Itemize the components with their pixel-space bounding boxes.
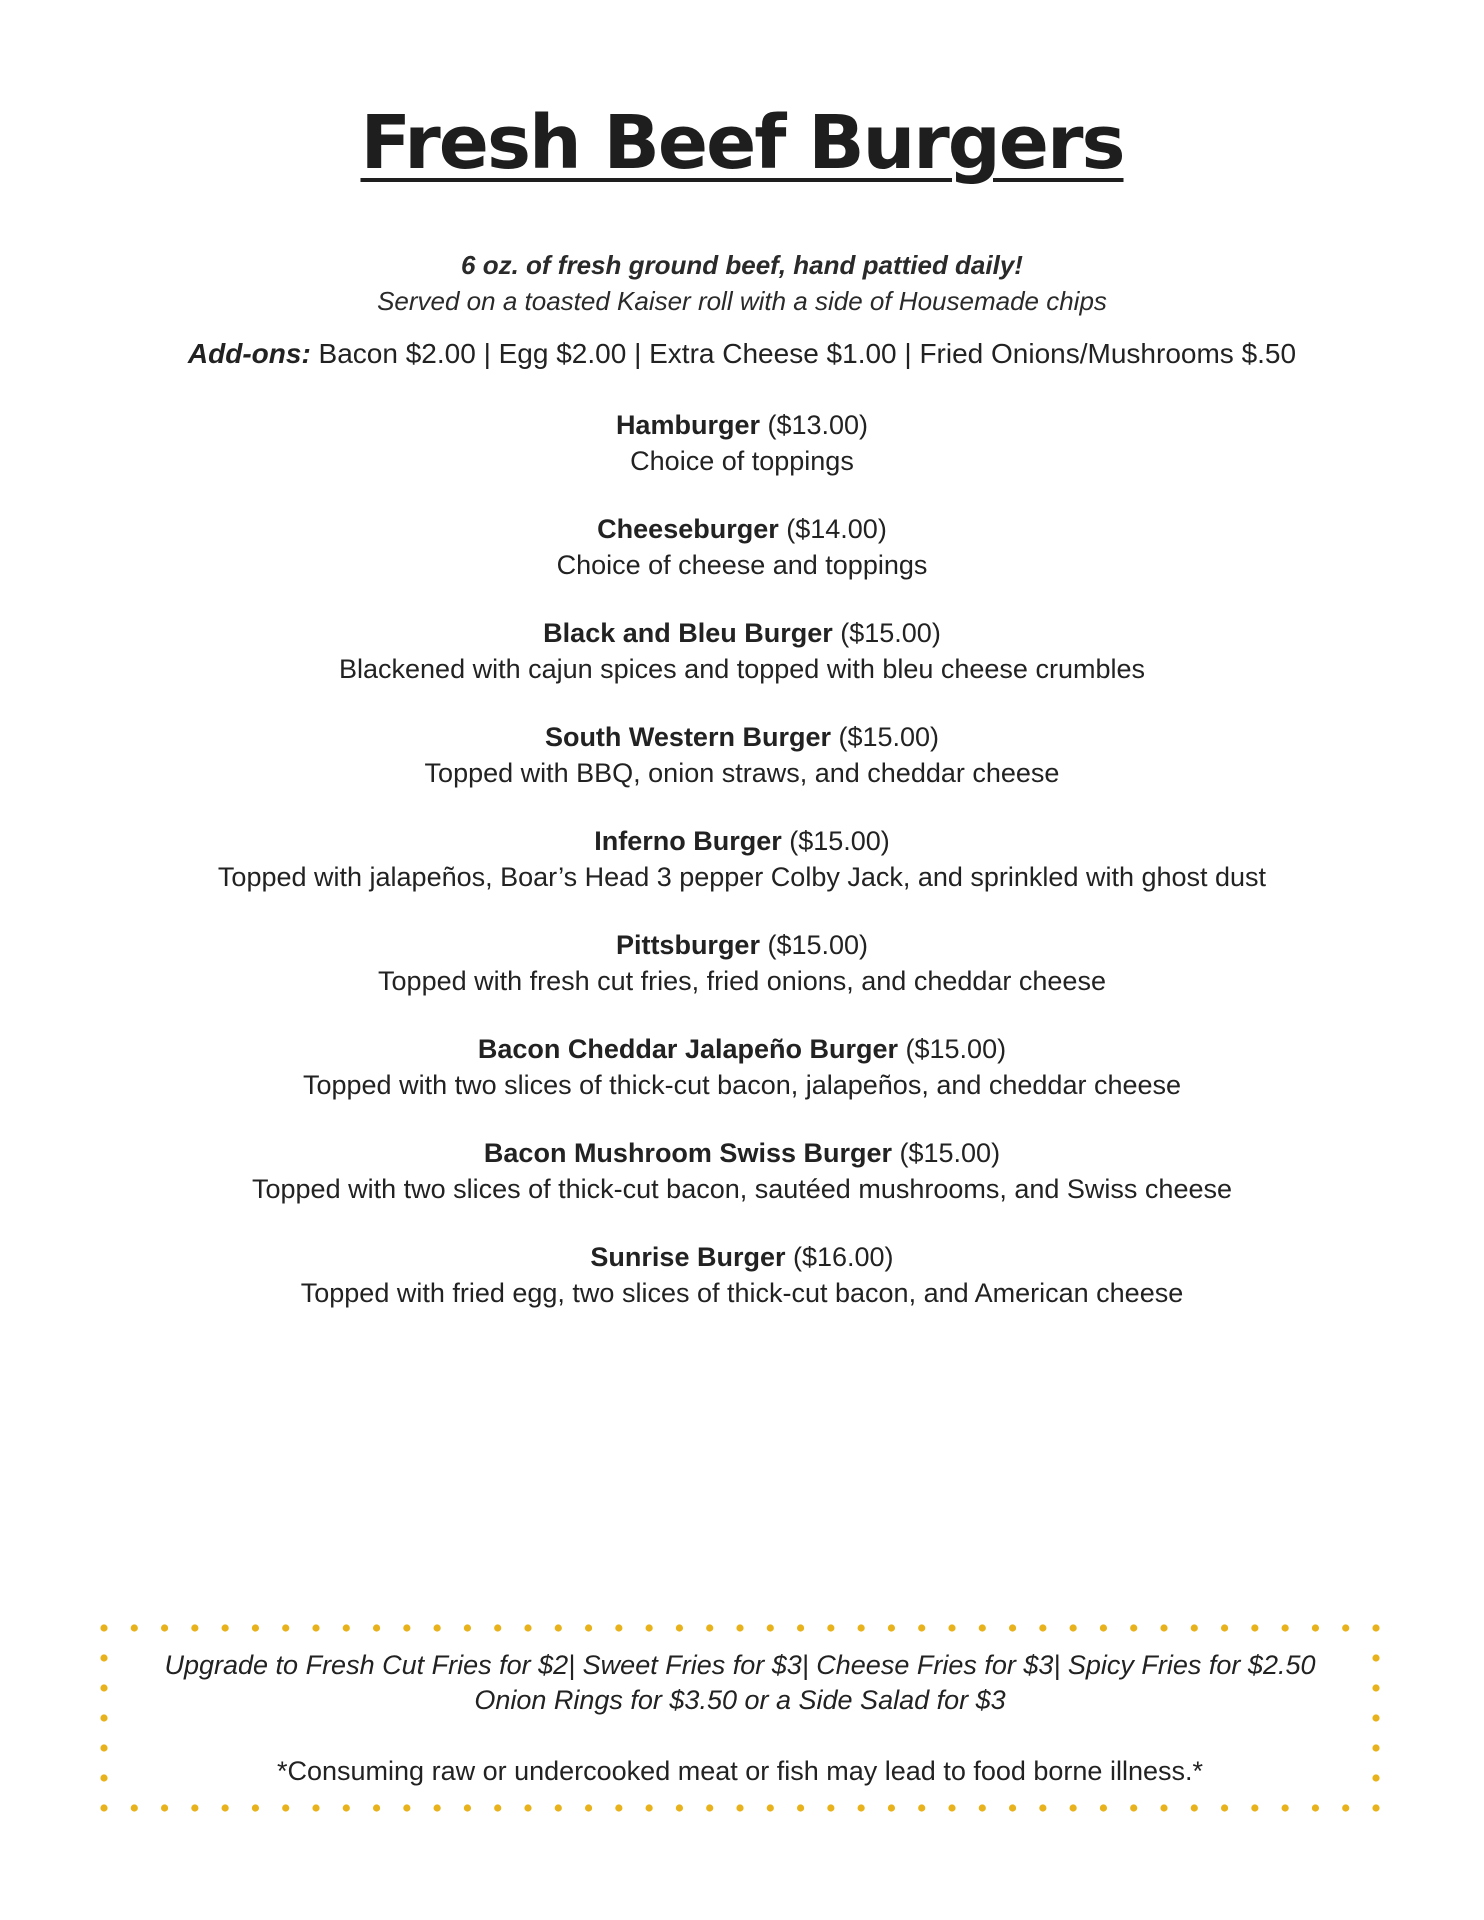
border-dot: [1130, 1804, 1137, 1811]
item-price: ($15.00): [759, 930, 869, 960]
menu-item: [190, 407, 1294, 479]
item-name: Cheeseburger: [597, 514, 779, 544]
border-dot: [888, 1804, 895, 1811]
border-dot: [343, 1624, 350, 1631]
border-dot: [1100, 1804, 1107, 1811]
border-dot: [948, 1624, 955, 1631]
menu-item: [190, 1031, 1294, 1103]
border-dot: [615, 1624, 622, 1631]
border-dot: [434, 1624, 441, 1631]
upgrade-line-1: Upgrade to Fresh Cut Fries for $2| Sweet Fries for $3| Cheese Fries for $3| Spicy Fries for $2.50: [164, 1650, 1316, 1680]
item-price: ($15.00): [781, 826, 890, 856]
border-dot: [1282, 1804, 1289, 1811]
border-dot: [434, 1804, 441, 1811]
border-dot: [646, 1624, 653, 1631]
page-title: [0, 100, 1484, 186]
menu-item: [190, 719, 1294, 791]
border-dot: [464, 1804, 471, 1811]
addons-line: [0, 335, 1484, 373]
border-dot: [918, 1624, 925, 1631]
border-dot: [646, 1804, 653, 1811]
item-name: Pittsburger: [615, 930, 760, 960]
item-description: Topped with two slices of thick-cut bacon, sautéed mushrooms, and Swiss cheese: [252, 1174, 1232, 1204]
border-dot: [767, 1624, 774, 1631]
border-dot: [282, 1804, 289, 1811]
border-dot: [403, 1804, 410, 1811]
border-dot: [191, 1624, 198, 1631]
border-dot: [1009, 1624, 1016, 1631]
border-dot: [1342, 1624, 1349, 1631]
border-dot: [676, 1624, 683, 1631]
border-dot: [494, 1624, 501, 1631]
item-name: Sunrise Burger: [590, 1242, 786, 1272]
border-dot: [373, 1804, 380, 1811]
border-dot: [736, 1804, 743, 1811]
border-dot: [131, 1624, 138, 1631]
item-description: Topped with two slices of thick-cut bacon, jalapeños, and cheddar cheese: [302, 1070, 1182, 1100]
item-name: Bacon Cheddar Jalapeño Burger: [477, 1034, 899, 1064]
footer-box: [98, 1622, 1382, 1814]
border-dot: [282, 1624, 289, 1631]
border-dot: [827, 1624, 834, 1631]
border-dot: [1070, 1624, 1077, 1631]
addons-text: Bacon $2.00 | Egg $2.00 | Extra Cheese $1.00 | Fried Onions/Mushrooms $.50: [310, 338, 1297, 369]
border-dot: [1191, 1624, 1198, 1631]
border-dot: [858, 1804, 865, 1811]
border-dot: [1100, 1624, 1107, 1631]
border-dot: [1342, 1804, 1349, 1811]
item-name: Black and Bleu Burger: [543, 618, 833, 648]
upgrade-line-2: Onion Rings for $3.50 or a Side Salad for $3: [474, 1685, 1006, 1715]
border-dot: [1221, 1624, 1228, 1631]
item-name: Bacon Mushroom Swiss Burger: [483, 1138, 892, 1168]
border-dot: [1372, 1804, 1379, 1811]
border-dot: [615, 1804, 622, 1811]
menu-item: [190, 511, 1294, 583]
border-dot: [1039, 1804, 1046, 1811]
border-dot: [979, 1624, 986, 1631]
border-dot: [1191, 1804, 1198, 1811]
border-dot: [676, 1804, 683, 1811]
border-dot: [1070, 1804, 1077, 1811]
border-dot: [312, 1624, 319, 1631]
border-dot: [222, 1804, 229, 1811]
item-price: ($15.00): [898, 1034, 1007, 1064]
border-dot: [100, 1624, 107, 1631]
border-dot: [736, 1624, 743, 1631]
item-price: ($13.00): [759, 410, 869, 440]
border-dot: [767, 1804, 774, 1811]
border-dot: [161, 1804, 168, 1811]
border-dot: [585, 1804, 592, 1811]
border-dot: [161, 1624, 168, 1631]
border-dot: [1251, 1624, 1258, 1631]
border-dot: [252, 1624, 259, 1631]
border-dot: [797, 1624, 804, 1631]
border-dot: [1312, 1804, 1319, 1811]
item-description: Topped with fried egg, two slices of thick-cut bacon, and American cheese: [300, 1278, 1184, 1308]
border-dot: [1221, 1804, 1228, 1811]
border-dot: [1282, 1624, 1289, 1631]
item-price: ($15.00): [892, 1138, 1001, 1168]
border-dot: [494, 1804, 501, 1811]
page-title-text: Fresh Beef Burgers: [360, 100, 1124, 186]
item-description: Choice of toppings: [630, 446, 854, 476]
border-dot: [797, 1804, 804, 1811]
border-dot: [464, 1624, 471, 1631]
border-dot: [403, 1624, 410, 1631]
border-dot: [827, 1804, 834, 1811]
intro-block: [0, 247, 1484, 319]
border-dot: [222, 1624, 229, 1631]
border-dot: [1160, 1624, 1167, 1631]
menu-item: [190, 927, 1294, 999]
border-dot: [706, 1804, 713, 1811]
burger-list: [190, 407, 1294, 1343]
item-description: Topped with BBQ, onion straws, and cheddar cheese: [424, 758, 1060, 788]
border-dot: [100, 1804, 107, 1811]
menu-item: [190, 615, 1294, 687]
border-dot: [1039, 1624, 1046, 1631]
item-price: ($15.00): [830, 722, 940, 752]
menu-item: [190, 1239, 1294, 1311]
item-name: Inferno Burger: [594, 826, 782, 856]
border-dot: [373, 1624, 380, 1631]
border-dot: [1130, 1624, 1137, 1631]
border-dot: [948, 1804, 955, 1811]
intro-served: Served on a toasted Kaiser roll with a side of Housemade chips: [377, 286, 1107, 316]
item-name: Hamburger: [615, 410, 760, 440]
border-dot: [706, 1624, 713, 1631]
border-dot: [888, 1624, 895, 1631]
border-dot: [1251, 1804, 1258, 1811]
border-dot: [585, 1624, 592, 1631]
border-dot: [191, 1804, 198, 1811]
border-dot: [524, 1804, 531, 1811]
menu-item: [190, 1135, 1294, 1207]
border-dot: [1009, 1804, 1016, 1811]
item-name: South Western Burger: [544, 722, 831, 752]
border-dot: [524, 1624, 531, 1631]
food-warning: *Consuming raw or undercooked meat or fish may lead to food borne illness.*: [277, 1756, 1203, 1786]
intro-tagline: 6 oz. of fresh ground beef, hand pattied daily!: [461, 250, 1023, 280]
item-description: Blackened with cajun spices and topped with bleu cheese crumbles: [339, 654, 1145, 684]
border-dot: [555, 1624, 562, 1631]
border-dot: [252, 1804, 259, 1811]
item-description: Choice of cheese and toppings: [556, 550, 928, 580]
border-dot: [1160, 1804, 1167, 1811]
item-price: ($16.00): [785, 1242, 894, 1272]
border-dot: [131, 1804, 138, 1811]
border-dot: [979, 1804, 986, 1811]
item-price: ($15.00): [832, 618, 941, 648]
border-dot: [343, 1804, 350, 1811]
border-dot: [312, 1804, 319, 1811]
border-dot: [1372, 1624, 1379, 1631]
border-dot: [918, 1804, 925, 1811]
item-description: Topped with jalapeños, Boar’s Head 3 pepper Colby Jack, and sprinkled with ghost dust: [217, 862, 1267, 892]
menu-item: [190, 823, 1294, 895]
border-dot: [555, 1804, 562, 1811]
item-description: Topped with fresh cut fries, fried onions, and cheddar cheese: [378, 966, 1106, 996]
border-dot: [1312, 1624, 1319, 1631]
item-price: ($14.00): [778, 514, 887, 544]
border-dot: [858, 1624, 865, 1631]
addons-label: Add-ons:: [187, 338, 311, 369]
